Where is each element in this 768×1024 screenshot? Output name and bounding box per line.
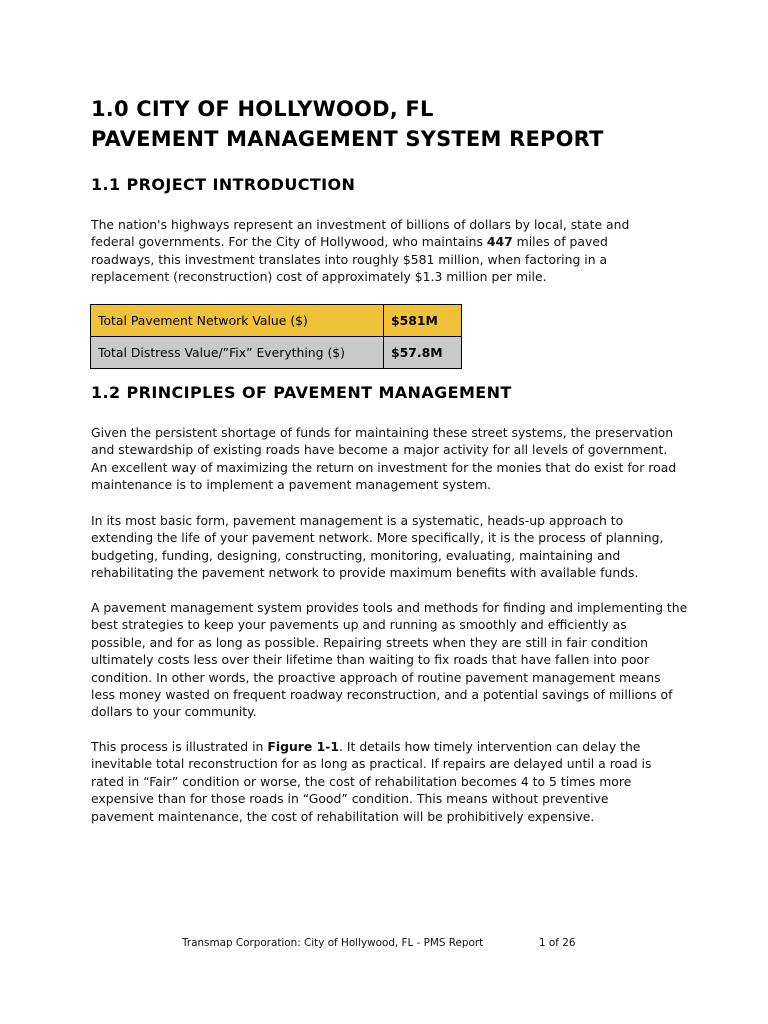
text-run: miles of paved <box>512 234 608 250</box>
paragraph-line: ultimately costs less over their lifetime than waiting to fix roads that have fallen into poor <box>91 652 650 668</box>
paragraph-line: The nation's highways represent an investment of billions of dollars by local, state and <box>91 217 630 232</box>
paragraph-line: condition. In other words, the proactive approach of routine pavement management means <box>91 669 661 685</box>
text-run: federal governments. For the City of Hollywood, who maintains <box>91 234 487 250</box>
paragraph-line: extending the life of your pavement network. More specifically, it is the process of planning, <box>91 530 664 546</box>
paragraph-line <box>91 738 651 755</box>
paragraph-line: Given the persistent shortage of funds for maintaining these street systems, the preservation <box>91 425 674 440</box>
report-title-line-2: PAVEMENT MANAGEMENT SYSTEM REPORT <box>91 127 604 151</box>
paragraph-line: An excellent way of maximizing the return on investment for the monies that do exist for road <box>91 459 677 475</box>
paragraph-line: A pavement management system provides tools and methods for finding and implementing the <box>91 600 688 615</box>
principles-paragraph-2 <box>91 512 663 582</box>
section-heading-principles: 1.2 PRINCIPLES OF PAVEMENT MANAGEMENT <box>91 383 512 402</box>
paragraph-line: inevitable total reconstruction for as long as practical. If repairs are delayed until a road is <box>91 756 652 772</box>
paragraph-line: and stewardship of existing roads have become a major activity for all levels of government. <box>91 442 668 458</box>
miles-count: 447 <box>486 234 513 250</box>
footer-page-number: 1 of 26 <box>539 937 576 949</box>
principles-paragraph-4 <box>91 738 651 825</box>
report-title-line-1: 1.0 CITY OF HOLLYWOOD, FL <box>91 97 434 121</box>
paragraph-line: possible, and for as long as possible. Repairing streets when they are still in fair condition <box>91 634 649 650</box>
paragraph-line: less money wasted on frequent roadway reconstruction, and a potential savings of millions of <box>91 687 673 703</box>
section-heading-project-introduction: 1.1 PROJECT INTRODUCTION <box>91 175 356 194</box>
table-row <box>91 337 462 369</box>
text-run: . It details how timely intervention can delay the <box>338 739 641 754</box>
paragraph-line: In its most basic form, pavement management is a systematic, heads-up approach to <box>91 513 624 528</box>
paragraph-line: replacement (reconstruction) cost of approximately $1.3 million per mile. <box>91 269 547 285</box>
paragraph-line <box>91 233 629 250</box>
table-value-cell: $57.8M <box>384 337 462 369</box>
principles-paragraph-1 <box>91 424 676 494</box>
table-row <box>91 305 462 337</box>
paragraph-line: roadways, this investment translates into roughly $581 million, when factoring in a <box>91 251 608 267</box>
principles-paragraph-3 <box>91 599 687 721</box>
table-value-cell: $581M <box>384 305 462 337</box>
footer-report-name: Transmap Corporation: City of Hollywood, FL - PMS Report <box>182 937 484 949</box>
table-label-cell: Total Pavement Network Value ($) <box>91 305 384 337</box>
figure-reference: Figure 1-1 <box>267 739 339 754</box>
table-label-cell: Total Distress Value/”Fix” Everything ($) <box>91 337 384 369</box>
intro-paragraph <box>91 216 629 286</box>
paragraph-line: pavement maintenance, the cost of rehabilitation will be prohibitively expensive. <box>91 808 595 824</box>
text-run: This process is illustrated in <box>91 739 268 754</box>
paragraph-line: rehabilitating the pavement network to provide maximum benefits with available funds. <box>91 565 639 581</box>
pavement-value-table <box>90 304 462 369</box>
paragraph-line: dollars to your community. <box>91 704 257 720</box>
paragraph-line: rated in “Fair” condition or worse, the cost of rehabilitation becomes 4 to 5 times more <box>91 773 632 789</box>
paragraph-line: expensive than for those roads in “Good” condition. This means without preventive <box>91 791 609 807</box>
paragraph-line: budgeting, funding, designing, constructing, monitoring, evaluating, maintaining and <box>91 547 621 563</box>
paragraph-line: best strategies to keep your pavements up and running as smoothly and efficiently as <box>91 617 627 633</box>
paragraph-line: maintenance is to implement a pavement management system. <box>91 477 492 493</box>
